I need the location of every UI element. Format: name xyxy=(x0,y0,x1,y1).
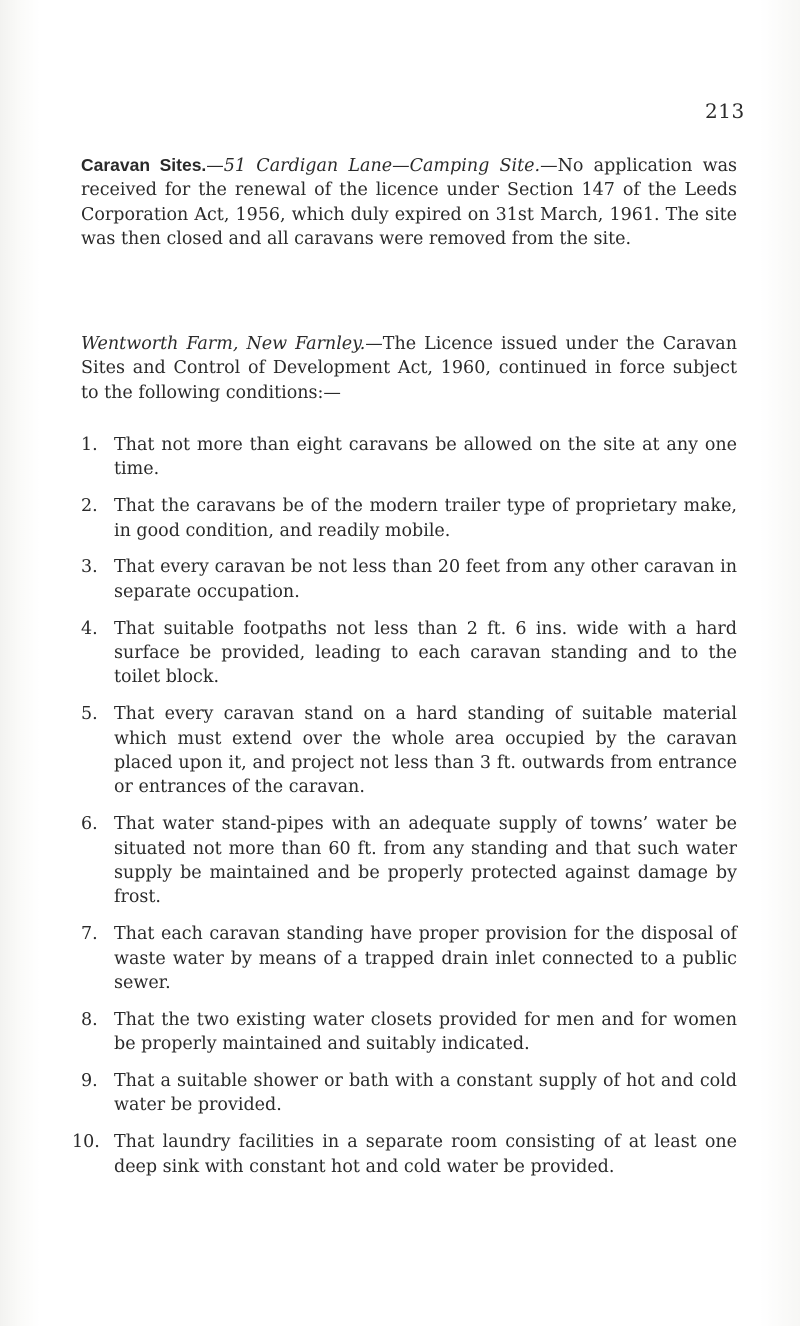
condition-number: 3. xyxy=(81,557,98,578)
condition-item xyxy=(81,494,737,543)
condition-item xyxy=(72,1130,737,1179)
condition-number: 9. xyxy=(81,1071,98,1092)
condition-text: That each caravan standing have proper provision for the disposal of waste water by means of a trapped drain inlet connected to a public sewer. xyxy=(114,924,737,994)
cardigan-lane-subheading: 51 Cardigan Lane—Camping Site. xyxy=(223,156,541,176)
condition-text: That the caravans be of the modern trailer type of proprietary make, in good condition, and readily mobile. xyxy=(114,496,737,541)
wentworth-farm-subheading: Wentworth Farm, New Farnley. xyxy=(81,334,366,354)
condition-item xyxy=(81,812,737,910)
condition-item xyxy=(81,702,737,800)
condition-text: That laundry facilities in a separate room consisting of at least one deep sink with constant hot and cold water be provided. xyxy=(114,1132,737,1177)
condition-text: That the two existing water closets provided for men and for women be properly maintained and suitably indicated. xyxy=(114,1009,737,1055)
condition-item xyxy=(81,1069,737,1118)
condition-item xyxy=(81,433,737,482)
page-number: 213 xyxy=(705,99,745,123)
caravan-sites-paragraph xyxy=(81,153,737,252)
condition-number: 2. xyxy=(81,496,98,517)
section-heading: Caravan Sites. xyxy=(81,155,207,175)
wentworth-farm-paragraph xyxy=(81,332,737,405)
condition-text: That not more than eight caravans be allowed on the site at any one time. xyxy=(114,435,737,480)
condition-text: That every caravan be not less than 20 feet from any other caravan in separate occupation. xyxy=(114,557,737,602)
heading-dash: — xyxy=(206,156,224,176)
condition-number: 1. xyxy=(81,435,98,455)
condition-number: 10. xyxy=(72,1132,100,1153)
condition-item xyxy=(81,1008,737,1057)
condition-text: That suitable footpaths not less than 2 ft. 6 ins. wide with a hard surface be provided, leading to each caravan standing and to the toilet block. xyxy=(114,618,737,688)
condition-text: That water stand-pipes with an adequate supply of towns’ water be situated not more than 60 ft. from any standing and that such water supply be maintained and be properly protected against damage by frost. xyxy=(114,814,737,908)
condition-number: 4. xyxy=(81,618,98,639)
condition-number: 8. xyxy=(81,1009,98,1030)
condition-item xyxy=(81,617,737,690)
cardigan-lane-text: —No application was received for the renewal of the licence under Section 147 of the Leeds Corporation Act, 1956, which duly expired on 31st March, 1961. The site was then closed and all caravans were removed from the site. xyxy=(81,156,737,250)
condition-text: That every caravan stand on a hard standing of suitable material which must extend over the whole area occupied by the caravan placed upon it, and project not less than 3 ft. outwards from entrance or entrances of the caravan. xyxy=(114,704,737,798)
condition-item xyxy=(81,922,737,995)
condition-number: 6. xyxy=(81,814,98,835)
wentworth-farm-text: —The Licence issued under the Caravan Sites and Control of Development Act, 1960, continued in force subject to the following conditions:— xyxy=(81,334,737,403)
condition-number: 7. xyxy=(81,924,98,945)
condition-item xyxy=(81,555,737,604)
condition-number: 5. xyxy=(81,704,98,725)
condition-text: That a suitable shower or bath with a constant supply of hot and cold water be provided. xyxy=(114,1071,737,1116)
conditions-list xyxy=(72,433,737,1191)
